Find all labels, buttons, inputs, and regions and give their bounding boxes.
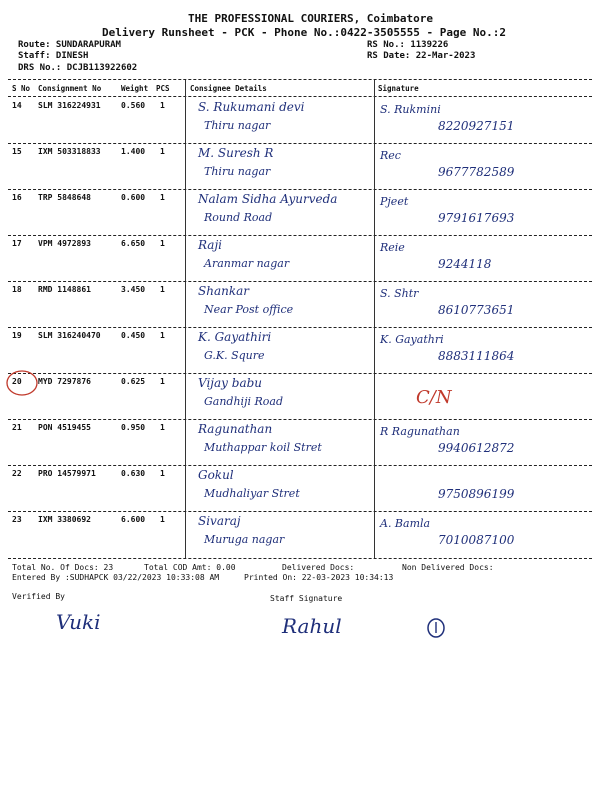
row-consignment-no: SLM 316224931: [38, 101, 101, 110]
table-bottom-border: [8, 558, 592, 559]
row-signature: Rec: [380, 149, 401, 162]
table-row: [8, 419, 592, 467]
row-consignee-name: M. Suresh R: [198, 146, 274, 160]
row-signature: C/N: [416, 387, 452, 408]
row-sno: 15: [12, 147, 22, 156]
table-row: [8, 327, 592, 375]
row-consignment-no: PRO 14579971: [38, 469, 96, 478]
drs-number: DRS No.: DCJB113922602: [18, 63, 138, 73]
table-row: [8, 281, 592, 329]
row-weight: 0.950: [121, 423, 146, 432]
staff-signature-circle: [424, 616, 448, 640]
row-consignee-address: Near Post office: [204, 303, 294, 316]
row-sno: 19: [12, 331, 22, 340]
row-consignment-no: TRP 5848648: [38, 193, 91, 202]
row-phone: 9677782589: [438, 165, 515, 179]
row-20-circle-mark: [4, 368, 40, 398]
row-consignee-name: Sivaraj: [198, 514, 241, 528]
row-pcs: 1: [160, 239, 165, 248]
row-consignee-name: Shankar: [198, 284, 249, 298]
row-consignment-no: RMD 1148861: [38, 285, 91, 294]
row-sno: 20: [12, 377, 22, 386]
col-header-weight: Weight: [121, 84, 149, 93]
row-weight: 3.450: [121, 285, 146, 294]
row-signature: S. Shtr: [380, 287, 419, 300]
row-consignee-address: Muthappar koil Stret: [204, 441, 322, 454]
verifier-signature: Vuki: [56, 610, 101, 634]
row-sno: 22: [12, 469, 22, 478]
row-signature: A. Bamla: [380, 517, 431, 530]
non-delivered-docs: Non Delivered Docs:: [402, 563, 494, 572]
row-consignee-address: Round Road: [204, 211, 273, 224]
printed-on: Printed On: 22-03-2023 10:34:13: [244, 573, 394, 582]
row-weight: 0.630: [121, 469, 146, 478]
row-sno: 18: [12, 285, 22, 294]
row-phone: 8220927151: [438, 119, 515, 133]
row-pcs: 1: [160, 469, 165, 478]
row-phone: 7010087100: [438, 533, 515, 547]
row-signature: R Ragunathan: [380, 425, 460, 438]
row-consignee-name: S. Rukumani devi: [198, 100, 305, 114]
row-sno: 14: [12, 101, 22, 110]
verified-by-label: Verified By: [12, 592, 65, 601]
row-pcs: 1: [160, 101, 165, 110]
row-pcs: 1: [160, 147, 165, 156]
total-docs: Total No. Of Docs: 23: [12, 563, 114, 572]
row-consignee-address: Thiru nagar: [204, 165, 271, 178]
row-consignee-name: K. Gayathiri: [198, 330, 272, 344]
total-cod: Total COD Amt: 0.00: [144, 563, 236, 572]
row-pcs: 1: [160, 423, 165, 432]
col-header-consignment: Consignment No: [38, 84, 102, 93]
row-phone: 9791617693: [438, 211, 515, 225]
rs-date: RS Date: 22-Mar-2023: [367, 51, 476, 61]
row-pcs: 1: [160, 331, 165, 340]
staff-signature: Rahul: [282, 614, 342, 638]
row-weight: 6.650: [121, 239, 146, 248]
row-consignee-address: Thiru nagar: [204, 119, 271, 132]
staff-signature-label: Staff Signature: [270, 594, 343, 603]
row-consignee-address: Aranmar nagar: [204, 257, 290, 270]
row-weight: 0.600: [121, 193, 146, 202]
row-consignment-no: IXM 503318833: [38, 147, 101, 156]
row-phone: 8883111864: [438, 349, 515, 363]
row-weight: 6.600: [121, 515, 146, 524]
row-consignee-name: Vijay babu: [198, 376, 263, 390]
row-weight: 0.560: [121, 101, 146, 110]
row-consignment-no: PON 4519455: [38, 423, 91, 432]
rs-number: RS No.: 1139226: [367, 40, 449, 50]
col-header-signature: Signature: [378, 84, 419, 93]
row-consignment-no: IXM 3380692: [38, 515, 91, 524]
row-phone: 9244118: [438, 257, 492, 271]
row-weight: 0.625: [121, 377, 146, 386]
row-sno: 23: [12, 515, 22, 524]
col-header-consignee: Consignee Details: [190, 84, 267, 93]
table-row: [8, 189, 592, 237]
row-weight: 1.400: [121, 147, 146, 156]
row-consignee-name: Raji: [198, 238, 223, 252]
row-phone: 9750896199: [438, 487, 515, 501]
staff: Staff: DINESH: [18, 51, 89, 61]
row-consignee-address: Gandhiji Road: [204, 395, 284, 408]
table-row: [8, 511, 592, 559]
runsheet-subtitle: Delivery Runsheet - PCK - Phone No.:0422-3505555 - Page No.:2: [102, 26, 506, 39]
row-consignee-address: Mudhaliyar Stret: [204, 487, 300, 500]
row-consignment-no: VPM 4972893: [38, 239, 91, 248]
row-signature: Pjeet: [380, 195, 409, 208]
row-consignee-name: Nalam Sidha Ayurveda: [198, 192, 338, 206]
row-consignee-address: G.K. Squre: [204, 349, 265, 362]
row-sno: 21: [12, 423, 22, 432]
table-row: [8, 235, 592, 283]
table-row: [8, 97, 592, 145]
row-weight: 0.450: [121, 331, 146, 340]
row-sno: 17: [12, 239, 22, 248]
route: Route: SUNDARAPURAM: [18, 40, 121, 50]
row-signature: K. Gayathri: [380, 333, 444, 346]
row-pcs: 1: [160, 193, 165, 202]
row-consignee-address: Muruga nagar: [204, 533, 285, 546]
row-pcs: 1: [160, 285, 165, 294]
row-sno: 16: [12, 193, 22, 202]
row-consignment-no: MYD 7297876: [38, 377, 91, 386]
row-phone: 9940612872: [438, 441, 515, 455]
row-phone: 8610773651: [438, 303, 515, 317]
col-header-pcs: PCS: [156, 84, 170, 93]
col-header-sno: S No: [12, 84, 31, 93]
table-row: [8, 143, 592, 191]
row-pcs: 1: [160, 377, 165, 386]
row-signature: Reie: [380, 241, 405, 254]
row-consignee-name: Gokul: [198, 468, 234, 482]
row-consignment-no: SLM 316240470: [38, 331, 101, 340]
delivered-docs: Delivered Docs:: [282, 563, 355, 572]
table-row: [8, 373, 592, 421]
row-consignee-name: Ragunathan: [198, 422, 273, 436]
row-signature: S. Rukmini: [380, 103, 441, 116]
company-name: THE PROFESSIONAL COURIERS, Coimbatore: [188, 12, 434, 25]
entered-by: Entered By :SUDHAPCK 03/22/2023 10:33:08 AM: [12, 573, 220, 582]
row-pcs: 1: [160, 515, 165, 524]
table-top-border: [8, 79, 592, 80]
table-row: [8, 465, 592, 513]
